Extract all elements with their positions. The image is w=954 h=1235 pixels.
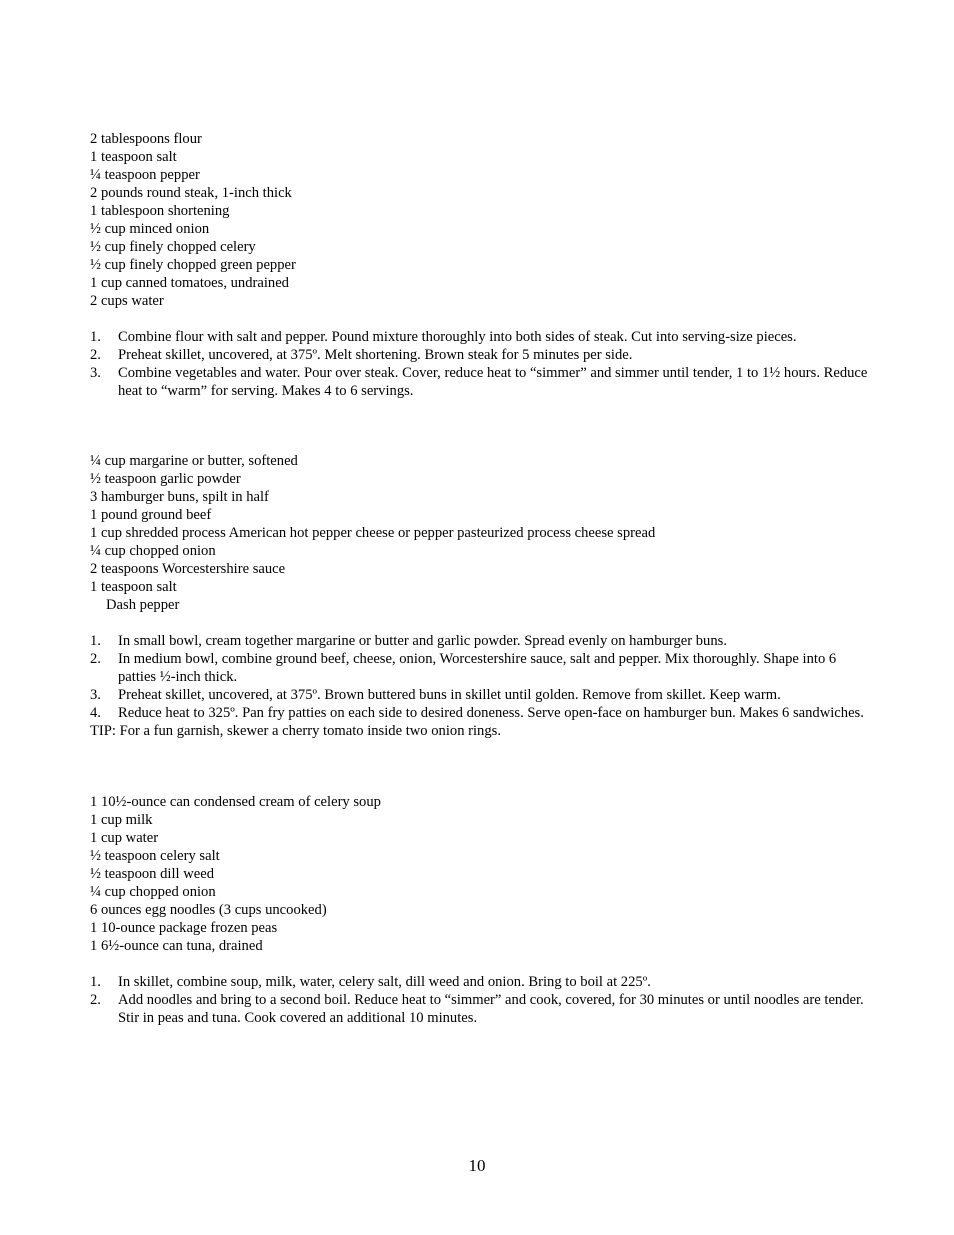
- instruction-step: [90, 328, 870, 346]
- ingredient-item: 1 cup shredded process American hot pepper cheese or pepper pasteurized process cheese spread: [90, 525, 656, 541]
- instruction-step: [90, 632, 870, 650]
- instruction-step: [90, 991, 870, 1027]
- step-number: 1.: [90, 974, 101, 990]
- ingredient-item: 1 teaspoon salt: [90, 579, 177, 595]
- ingredient-item: 3 hamburger buns, spilt in half: [90, 489, 269, 505]
- ingredient-item: 1 tablespoon shortening: [90, 203, 230, 219]
- page-number: 10: [468, 1156, 486, 1175]
- tip-note: TIP: For a fun garnish, skewer a cherry tomato inside two onion rings.: [90, 723, 501, 739]
- recipe-cheese-burgers: [90, 452, 870, 740]
- ingredient-item: ½ teaspoon garlic powder: [90, 471, 241, 487]
- ingredient-item: 1 6½-ounce can tuna, drained: [90, 938, 263, 954]
- step-text: In small bowl, cream together margarine or butter and garlic powder. Spread evenly on hamburger buns.: [118, 633, 727, 649]
- ingredient-item: 2 pounds round steak, 1-inch thick: [90, 185, 292, 201]
- recipe-tuna-noodles: [90, 793, 870, 1027]
- instruction-list: [90, 632, 870, 722]
- ingredient-item: 2 teaspoons Worcestershire sauce: [90, 561, 286, 577]
- ingredient-item: 1 10½-ounce can condensed cream of celery soup: [90, 794, 381, 810]
- step-number: 1.: [90, 329, 101, 345]
- ingredient-item: 6 ounces egg noodles (3 cups uncooked): [90, 902, 327, 918]
- step-text: Reduce heat to 325º. Pan fry patties on each side to desired doneness. Serve open-face on hamburger bun. Makes 6 sandwiches.: [118, 705, 864, 721]
- ingredient-item: 1 pound ground beef: [90, 507, 212, 523]
- ingredient-list: [90, 130, 870, 310]
- step-number: 3.: [90, 365, 101, 381]
- instruction-list: [90, 973, 870, 1027]
- ingredient-item: 2 cups water: [90, 293, 164, 309]
- step-text: Add noodles and bring to a second boil. Reduce heat to “simmer” and cook, covered, for 30 minutes or until noodles are tender. Stir in peas and tuna. Cook covered an additional 10 minutes.: [118, 992, 864, 1026]
- ingredient-item: 1 10-ounce package frozen peas: [90, 920, 278, 936]
- instruction-step: [90, 973, 870, 991]
- instruction-step: [90, 686, 870, 704]
- ingredient-item: ½ cup minced onion: [90, 221, 210, 237]
- instruction-step: [90, 650, 870, 686]
- ingredient-item: 1 cup canned tomatoes, undrained: [90, 275, 289, 291]
- ingredient-item: Dash pepper: [106, 597, 180, 613]
- ingredient-list: [90, 793, 870, 955]
- step-text: Combine vegetables and water. Pour over steak. Cover, reduce heat to “simmer” and simmer until tender, 1 to 1½ hours. Reduce heat to “warm” for serving. Makes 4 to 6 servings.: [118, 365, 868, 399]
- ingredient-item: ½ cup finely chopped green pepper: [90, 257, 296, 273]
- ingredient-list: [90, 452, 870, 614]
- instruction-step: [90, 704, 870, 722]
- step-text: In skillet, combine soup, milk, water, celery salt, dill weed and onion. Bring to boil at 225º.: [118, 974, 651, 990]
- step-number: 2.: [90, 992, 101, 1008]
- recipe-swiss-steak: [90, 130, 870, 400]
- ingredient-item: ¼ teaspoon pepper: [90, 167, 200, 183]
- instruction-list: [90, 328, 870, 400]
- instruction-step: [90, 364, 870, 400]
- step-text: In medium bowl, combine ground beef, cheese, onion, Worcestershire sauce, salt and pepper. Mix thoroughly. Shape into 6 patties ½-inch thick.: [118, 651, 837, 685]
- ingredient-item: ¼ cup chopped onion: [90, 543, 216, 559]
- ingredient-item: ½ cup finely chopped celery: [90, 239, 256, 255]
- step-number: 2.: [90, 651, 101, 667]
- ingredient-item: 1 cup milk: [90, 812, 153, 828]
- step-number: 4.: [90, 705, 101, 721]
- ingredient-item: ½ teaspoon celery salt: [90, 848, 220, 864]
- ingredient-item: 1 teaspoon salt: [90, 149, 177, 165]
- step-text: Combine flour with salt and pepper. Pound mixture thoroughly into both sides of steak. Cut into serving-size pieces.: [118, 329, 797, 345]
- step-number: 1.: [90, 633, 101, 649]
- step-text: Preheat skillet, uncovered, at 375º. Melt shortening. Brown steak for 5 minutes per side.: [118, 347, 633, 363]
- step-text: Preheat skillet, uncovered, at 375º. Brown buttered buns in skillet until golden. Remove from skillet. Keep warm.: [118, 687, 781, 703]
- ingredient-item: ¼ cup chopped onion: [90, 884, 216, 900]
- ingredient-item: ½ teaspoon dill weed: [90, 866, 215, 882]
- ingredient-item: 1 cup water: [90, 830, 159, 846]
- ingredient-item: ¼ cup margarine or butter, softened: [90, 453, 298, 469]
- step-number: 3.: [90, 687, 101, 703]
- step-number: 2.: [90, 347, 101, 363]
- instruction-step: [90, 346, 870, 364]
- ingredient-item: 2 tablespoons flour: [90, 131, 202, 147]
